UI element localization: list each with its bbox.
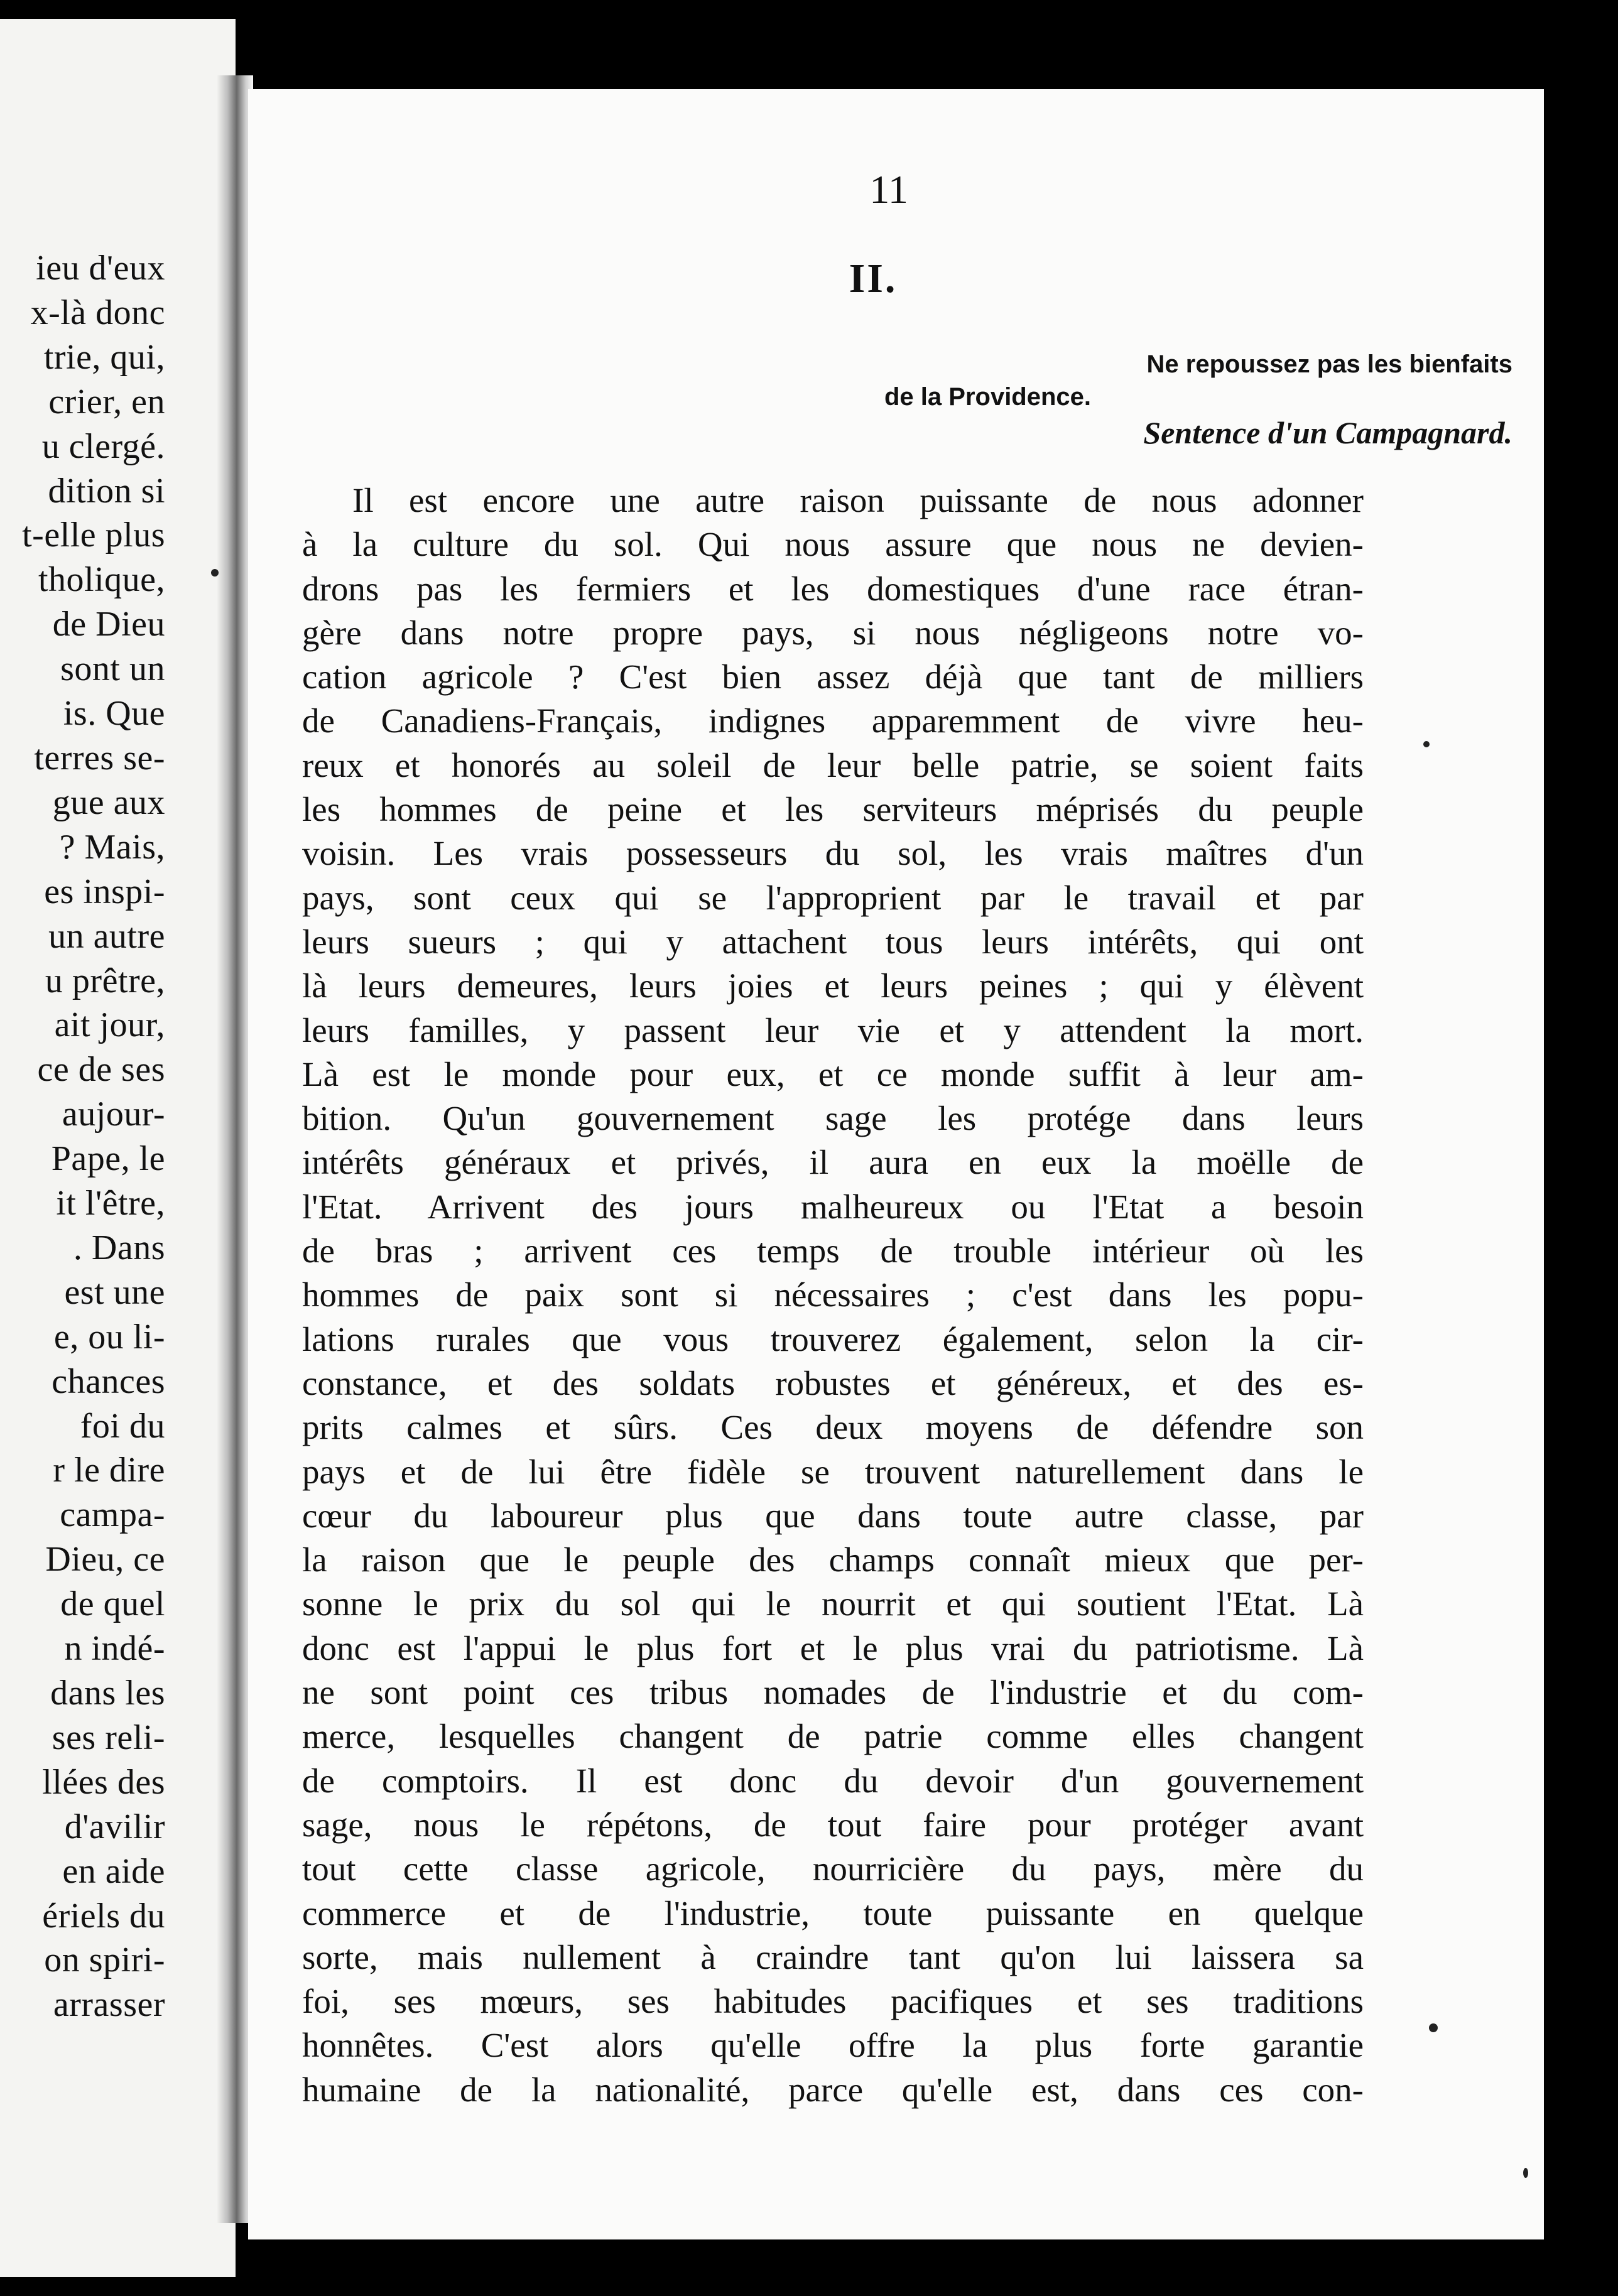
facing-line: llées des: [42, 1762, 165, 1802]
facing-line: terres se-: [34, 738, 165, 777]
body-line: cation agricole ? C'est bien assez déjà que tant de milliers: [302, 658, 1364, 696]
epigraph-attribution: Sentence d'un Campagnard.: [1143, 415, 1512, 450]
facing-line: ses reli-: [52, 1718, 165, 1757]
body-line: reux et honorés au soleil de leur belle patrie, se soient faits: [302, 745, 1364, 784]
body-line: leurs sueurs ; qui y attachent tous leurs intérêts, qui ont: [302, 922, 1364, 961]
facing-line: dans les: [50, 1674, 165, 1713]
facing-line: u clergé.: [41, 426, 165, 466]
facing-line: gue aux: [52, 782, 165, 822]
body-line: de comptoirs. Il est donc du devoir d'un gouvernement: [302, 1761, 1364, 1800]
facing-line: de quel: [60, 1584, 165, 1624]
body-line: honnêtes. C'est alors qu'elle offre la plus forte garantie: [302, 2026, 1364, 2065]
facing-line: dition si: [48, 471, 165, 511]
ink-speck: [1429, 2023, 1438, 2032]
body-line: de bras ; arrivent ces temps de trouble intérieur où les: [302, 1232, 1364, 1270]
body-paragraph: [302, 479, 1364, 2112]
ink-speck: [1423, 741, 1430, 747]
facing-line: est une: [64, 1272, 165, 1312]
body-line: à la culture du sol. Qui nous assure que nous ne devien-: [302, 525, 1364, 564]
body-line: leurs familles, y passent leur vie et y attendent la mort.: [302, 1010, 1364, 1049]
body-line: commerce et de l'industrie, toute puissante en quelque: [302, 1893, 1364, 1932]
facing-line: is. Que: [63, 694, 165, 734]
facing-line: ériels du: [42, 1896, 165, 1936]
facing-line: ce de ses: [37, 1050, 165, 1090]
facing-line: d'avilir: [64, 1807, 165, 1846]
facing-line: arrasser: [53, 1985, 165, 2025]
body-line: donc est l'appui le plus fort et le plus vrai du patriotisme. Là: [302, 1628, 1364, 1667]
body-line: intérêts généraux et privés, il aura en eux la moëlle de: [302, 1143, 1364, 1182]
body-line: tout cette classe agricole, nourricière du pays, mère du: [302, 1849, 1364, 1888]
facing-line: ieu d'eux: [36, 249, 165, 288]
ink-speck: [1523, 2168, 1528, 2178]
main-page: [248, 89, 1544, 2239]
body-line: pays, sont ceux qui se l'approprient par le travail et par: [302, 878, 1364, 917]
section-heading: II.: [849, 256, 898, 301]
facing-page-left: [0, 19, 236, 2277]
facing-line: n indé-: [64, 1629, 165, 1669]
body-line: de Canadiens-Français, indignes apparemment de vivre heu-: [302, 701, 1364, 740]
body-line: drons pas les fermiers et les domestiques d'une race étran-: [302, 569, 1364, 608]
epigraph-line: de la Providence.: [884, 383, 1092, 411]
facing-line: en aide: [62, 1851, 165, 1891]
facing-page-text: [0, 246, 165, 2027]
facing-line: tholique,: [38, 560, 165, 600]
facing-line: campa-: [60, 1495, 165, 1535]
facing-line: trie, qui,: [43, 337, 165, 377]
facing-line: e, ou li-: [53, 1317, 165, 1356]
body-line: les hommes de peine et les serviteurs méprisés du peuple: [302, 790, 1364, 829]
facing-line: Dieu, ce: [45, 1540, 165, 1579]
page-number: 11: [869, 167, 908, 212]
facing-line: u prêtre,: [45, 961, 165, 1000]
body-line: prits calmes et sûrs. Ces deux moyens de défendre son: [302, 1408, 1364, 1447]
facing-line: foi du: [80, 1406, 165, 1446]
epigraph-line: Ne repoussez pas les bienfaits: [1146, 350, 1512, 378]
facing-line: un autre: [48, 916, 165, 956]
facing-line: t-elle plus: [22, 516, 165, 555]
facing-line: de Dieu: [52, 605, 165, 644]
ink-speck: [211, 569, 219, 577]
body-line: l'Etat. Arrivent des jours malheureux ou l'Etat a besoin: [302, 1187, 1364, 1226]
facing-line: ? Mais,: [59, 827, 165, 867]
facing-line: chances: [52, 1362, 165, 1401]
facing-line: aujour-: [62, 1095, 165, 1134]
facing-line: sont un: [60, 649, 165, 689]
epigraph: [884, 348, 1512, 413]
facing-line: x-là donc: [30, 293, 165, 332]
body-line: foi, ses mœurs, ses habitudes pacifiques et ses traditions: [302, 1982, 1364, 2021]
body-line: pays et de lui être fidèle se trouvent naturellement dans le: [302, 1452, 1364, 1491]
body-line: ne sont point ces tribus nomades de l'industrie et du com-: [302, 1673, 1364, 1712]
facing-line: r le dire: [53, 1451, 165, 1490]
facing-line: on spiri-: [44, 1941, 165, 1980]
body-line: gère dans notre propre pays, si nous négligeons notre vo-: [302, 613, 1364, 652]
body-line: voisin. Les vrais possesseurs du sol, les vrais maîtres d'un: [302, 834, 1364, 873]
body-line: sonne le prix du sol qui le nourrit et qui soutient l'Etat. Là: [302, 1584, 1364, 1623]
body-line: là leurs demeures, leurs joies et leurs peines ; qui y élèvent: [302, 967, 1364, 1005]
body-line: hommes de paix sont si nécessaires ; c'est dans les popu-: [302, 1275, 1364, 1314]
body-line: Là est le monde pour eux, et ce monde suffit à leur am-: [302, 1054, 1364, 1093]
facing-line: it l'être,: [56, 1184, 165, 1223]
facing-line: crier, en: [48, 382, 165, 421]
body-line: la raison que le peuple des champs connaît mieux que per-: [302, 1541, 1364, 1579]
body-line: sage, nous le répétons, de tout faire pour protéger avant: [302, 1805, 1364, 1844]
body-line: sorte, mais nullement à craindre tant qu'on lui laissera sa: [302, 1937, 1364, 1976]
body-line: bition. Qu'un gouvernement sage les protége dans leurs: [302, 1099, 1364, 1138]
facing-line: es inspi-: [44, 872, 165, 911]
body-line: constance, et des soldats robustes et généreux, et des es-: [302, 1363, 1364, 1402]
body-line: Il est encore une autre raison puissante de nous adonner: [352, 481, 1364, 519]
facing-line: ait jour,: [54, 1005, 165, 1045]
facing-line: . Dans: [73, 1228, 165, 1267]
body-line: merce, lesquelles changent de patrie comme elles changent: [302, 1717, 1364, 1756]
body-line: humaine de la nationalité, parce qu'elle est, dans ces con-: [302, 2070, 1364, 2109]
body-line: lations rurales que vous trouverez également, selon la cir-: [302, 1319, 1364, 1358]
body-line: cœur du laboureur plus que dans toute autre classe, par: [302, 1496, 1364, 1535]
facing-line: Pape, le: [51, 1139, 165, 1179]
